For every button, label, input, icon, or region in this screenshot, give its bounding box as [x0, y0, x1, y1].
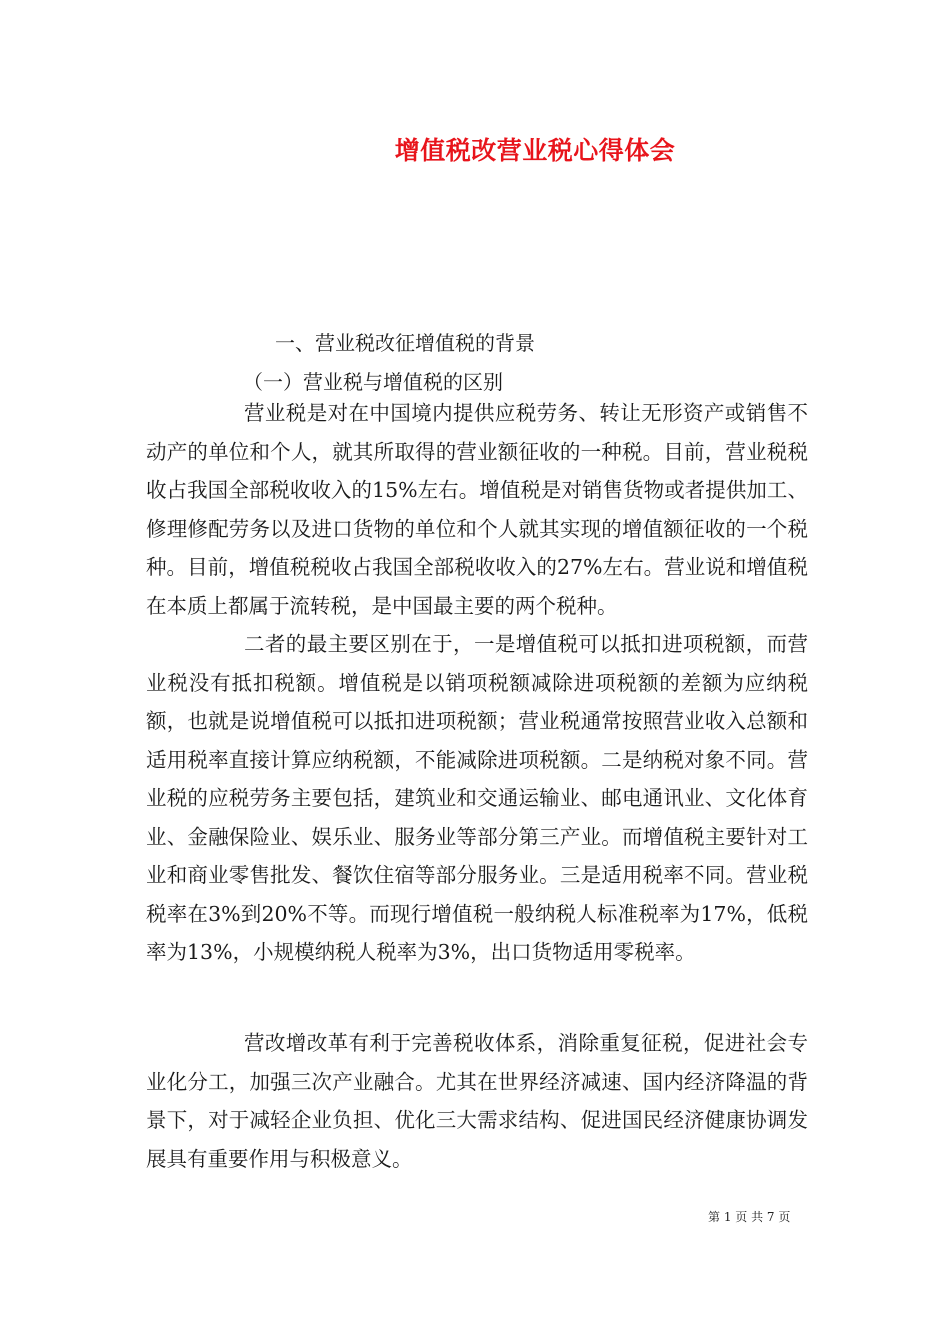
document-title: 增值税改营业税心得体会 — [394, 136, 676, 165]
section-heading: 一、营业税改征增值税的背景 — [275, 331, 535, 355]
page-number-footer: 第 1 页 共 7 页 — [708, 1210, 791, 1224]
paragraph-2: 二者的最主要区别在于，一是增值税可以抵扣进项税额，而营业税没有抵扣税额。增值税是以销项税额减除进项税额的差额为应纳税额，也就是说增值税可以抵扣进项税额；营业税通常按照营业收入总额和适用税率直接计算应纳税额，不能减除进项税额。二是纳税对象不同。营业税的应税劳务主要包括，建筑业和交通运输业、邮电通讯业、文化体育业、金融保险业、娱乐业、服务业等部分第三产业。而增值税主要针对工业和商业零售批发、餐饮住宿等部分服务业。三是适用税率不同。营业税税率在3%到20%不等。而现行增值税一般纳税人标准税率为17%，低税率为13%，小规模纳税人税率为3%，出口货物适用零税率。 — [146, 632, 808, 964]
paragraph-1: 营业税是对在中国境内提供应税劳务、转让无形资产或销售不动产的单位和个人，就其所取得的营业额征收的一种税。目前，营业税税收占我国全部税收收入的15%左右。增值税是对销售货物或者提供加工、修理修配劳务以及进口货物的单位和个人就其实现的增值额征收的一个税种。目前，增值税税收占我国全部税收收入的27%左右。营业说和增值税在本质上都属于流转税，是中国最主要的两个税种。 — [146, 401, 808, 618]
subsection-heading: （一）营业税与增值税的区别 — [243, 370, 503, 394]
paragraph-3: 营改增改革有利于完善税收体系，消除重复征税，促进社会专业化分工，加强三次产业融合。尤其在世界经济减速、国内经济降温的背景下，对于减轻企业负担、优化三大需求结构、促进国民经济健康协调发展具有重要作用与积极意义。 — [146, 1031, 808, 1171]
